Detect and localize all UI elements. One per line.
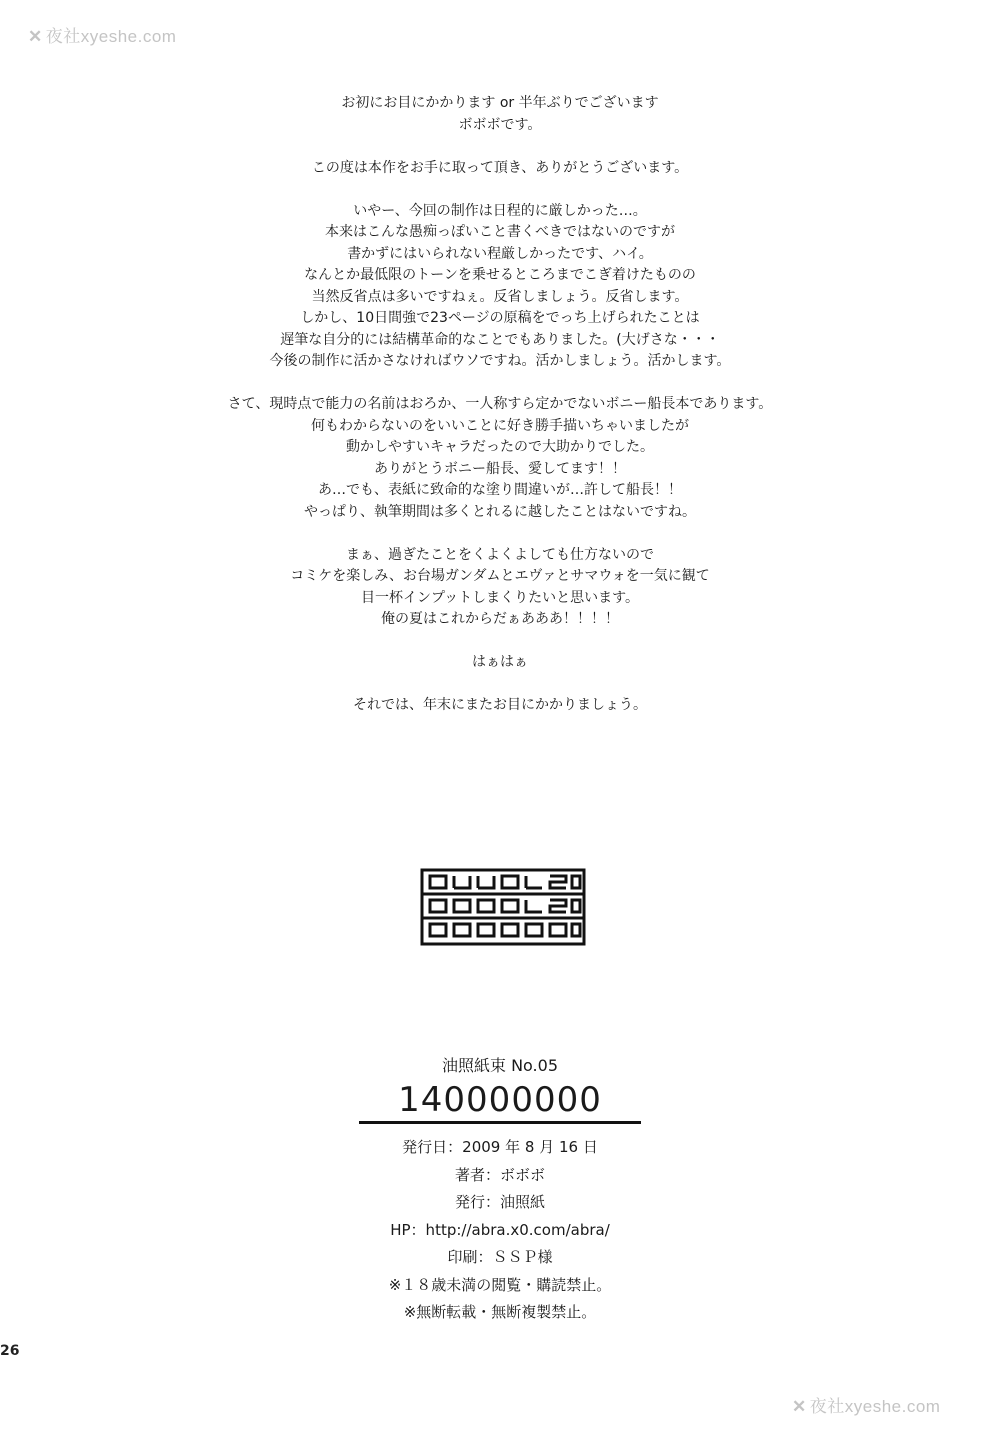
text-line: 遅筆な自分的には結構革命的なことでもありました。(大げさな・・・ (280, 331, 720, 348)
series-name: 油照紙束 No.05 (441, 1056, 558, 1075)
printer: 印刷：ＳＳＰ様 (447, 1248, 553, 1266)
age-notice: ※１８歳未満の閲覧・購読禁止。 (388, 1275, 612, 1294)
publisher: 発行：油照紙 (454, 1193, 545, 1211)
text-line: お初にお目にかかります or 半年ぶりでございます (341, 95, 659, 111)
text-line: はぁはぁ (472, 654, 528, 670)
text-line: まぁ、過ぎたことをくよくよしても仕方ないので (346, 546, 654, 563)
text-line: 当然反省点は多いですねぇ。反省しましょう。反省します。 (311, 288, 689, 305)
faint-blank-line (0, 674, 1000, 696)
text-line: それでは、年末にまたお目にかかりましょう。 (353, 697, 647, 713)
paragraph-thanks (0, 158, 1000, 180)
copy-notice: ※無断転載・無断複製禁止。 (403, 1303, 597, 1321)
paragraph-summer (0, 545, 1000, 631)
afterword-message (0, 93, 1000, 738)
paragraph-production (0, 201, 1000, 373)
watermark-top-text: 夜社xyeshe.com (45, 27, 177, 46)
text-line: 俺の夏はこれからだぁあああ！！！！ (381, 611, 619, 627)
text-line: 本来はこんな愚痴っぽいこと書くべきではないのですが (325, 224, 675, 240)
watermark-top (28, 22, 176, 47)
text-line: 目一杯インプットしまくりたいと思います。 (361, 589, 639, 606)
watermark-x-icon: ✕ (792, 1397, 807, 1416)
title-divider (359, 1121, 641, 1124)
text-line: なんとか最低限のトーンを乗せるところまでこぎ着けたものの (304, 267, 696, 283)
publish-date: 発行日：2009 年 8 月 16 日 (402, 1138, 598, 1156)
watermark-x-icon: ✕ (28, 27, 43, 46)
text-line: あ…でも、表紙に致命的な塗り間違いが…許して船長！！ (318, 482, 682, 498)
paragraph-panting (0, 652, 1000, 674)
text-line: さて、現時点で能力の名前はおろか、一人称すら定かでないボニー船長本であります。 (227, 396, 773, 412)
page-number: 26 (0, 1343, 20, 1359)
text-line: 動かしやすいキャラだったので大助かりでした。 (346, 439, 654, 455)
text-line: ありがとうボニー船長、愛してます！！ (374, 460, 626, 477)
paragraph-farewell (0, 695, 1000, 717)
author: 著者：ボボボ (454, 1165, 545, 1184)
text-line: いやー、今回の制作は日程的に厳しかった…。 (353, 202, 647, 219)
paragraph-greeting (0, 93, 1000, 136)
text-line: この度は本作をお手に取って頂き、ありがとうございます。 (311, 159, 689, 176)
text-line: 書かずにはいられない程厳しかったです、ハイ。 (347, 245, 653, 262)
watermark-bottom (792, 1392, 940, 1417)
paragraph-captain (0, 394, 1000, 523)
watermark-bottom-text: 夜社xyeshe.com (809, 1397, 941, 1416)
colophon (0, 1054, 1000, 1327)
text-line: ボボボです。 (458, 116, 542, 133)
text-line: 何もわからないのをいいことに好き勝手描いちゃいましたが (311, 417, 689, 434)
text-line: やっぱり、執筆期間は多くとれるに越したことはないですね。 (304, 503, 696, 520)
book-title: 140000000 (398, 1080, 602, 1120)
homepage: HP：http://abra.x0.com/abra/ (390, 1220, 610, 1239)
circle-logo-icon (420, 868, 586, 946)
text-line: 今後の制作に活かさなければウソですね。活かしましょう。活かします。 (269, 353, 731, 369)
text-line: しかし、10日間強で23ページの原稿をでっち上げられたことは (300, 310, 700, 326)
text-line: コミケを楽しみ、お台場ガンダムとエヴァとサマウォを一気に観て (290, 568, 710, 584)
